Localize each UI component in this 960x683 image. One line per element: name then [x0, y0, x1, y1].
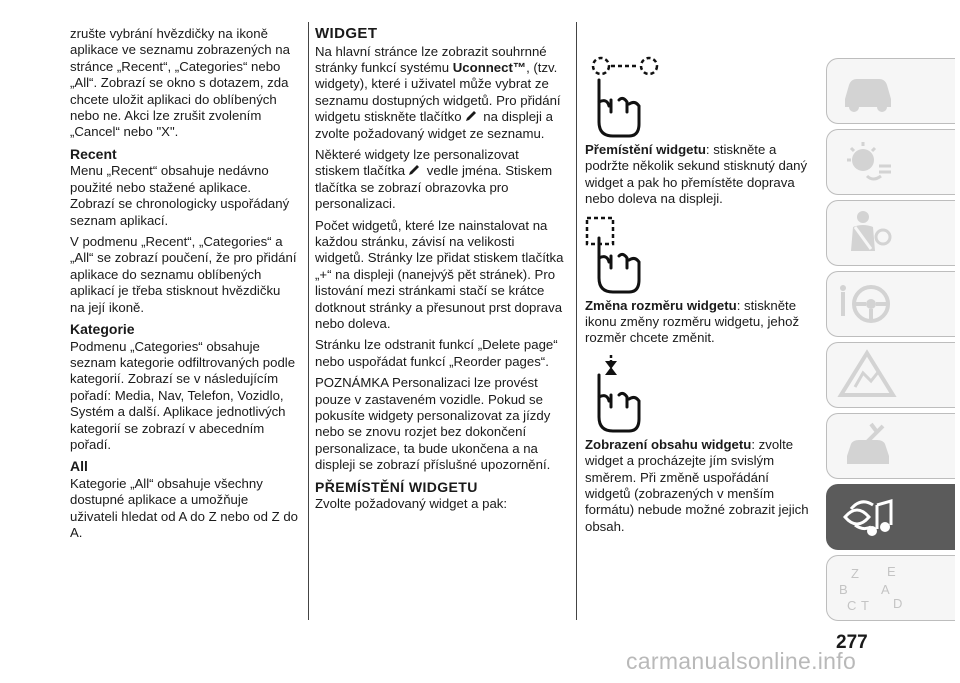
car-icon [837, 65, 897, 117]
index-letter-d: D [893, 596, 903, 611]
column-right [585, 46, 815, 540]
tab-lights[interactable] [826, 129, 955, 195]
index-letter-a: A [881, 582, 890, 597]
heading-kategorie: Kategorie [70, 321, 135, 337]
text: Na hlavní stránce lze zobrazit souhrnné stránky funkcí systému [315, 43, 547, 75]
tab-car[interactable] [826, 58, 955, 124]
seatbelt-icon [837, 207, 897, 259]
tab-index[interactable] [826, 555, 955, 621]
heading-widget: WIDGET [315, 25, 378, 42]
paragraph [585, 142, 815, 208]
resize-gesture-figure [585, 214, 815, 296]
resize-widget-title: Změna rozměru widgetu [585, 297, 737, 313]
lights-icon [837, 136, 897, 188]
tab-service[interactable] [826, 413, 955, 479]
paragraph: Menu „Recent“ obsahuje nedávno použité nebo stažené aplikace. Zobrazí se chronologicky uspořádaný seznam aplikací. [70, 163, 290, 228]
hand-resize-icon [585, 214, 675, 296]
text: : stiskněte a podržte několik sekund stisknutý daný widget a pak ho přemístěte doprava nebo doleva na displeji. [585, 142, 808, 207]
text: , (tzv. widgety), které i uživatel může vybrat ze seznamu dostupných widgetů. Pro přidání widgetu stiskněte tlačítko [315, 59, 561, 125]
move-widget-title: Přemístění widgetu [585, 142, 706, 157]
scroll-gesture-figure [585, 353, 815, 435]
steering-wheel-icon [837, 278, 897, 330]
paragraph: zrušte vybrání hvězdičky na ikoně aplikace ve seznamu zobrazených na stránce „Recent“, „Categories“ nebo „All“. Zobrazí se okno s dotazem, zda chcete uložit aplikaci do oblíbených nebo ne. Akci lze zrušit zvolením „Cancel“ nebo "X". [70, 26, 290, 140]
paragraph: POZNÁMKA Personalizaci lze provést pouze v zastaveném vozidle. Pokud se pokusíte widgety personalizovat za jízdy nebo se znovu rozjet bez dokončení personalizace, ta bude ukončena a na displeji se zobrazí příslušné upozornění. [315, 375, 551, 473]
heading-recent: Recent [70, 145, 117, 162]
index-letter-z: Z [851, 566, 859, 581]
heading-move-widget: PŘEMÍSTĚNÍ WIDGETU [315, 478, 478, 495]
paragraph: Zvolte požadovaný widget a pak: [315, 496, 508, 512]
paragraph [585, 298, 815, 347]
paragraph [315, 44, 567, 142]
index-letter-e: E [887, 564, 896, 579]
tab-multimedia[interactable] [826, 484, 955, 550]
warning-road-icon [837, 349, 897, 401]
brand-name: Uconnect™ [452, 59, 527, 75]
index-letter-b: B [839, 582, 848, 597]
content-widget-title: Zobrazení obsahu widgetu [585, 436, 752, 452]
chapter-tabs [826, 58, 960, 626]
column-left [70, 26, 298, 546]
text: Některé widgety lze personalizovat stiskem tlačítka [315, 146, 519, 179]
paragraph: V podmenu „Recent“, „Categories“ a „All“ se zobrazí poučení, že pro přidání aplikace do seznamu oblíbených aplikací je třeba stisknout hvězdičku na její ikoně. [70, 233, 297, 315]
paragraph [315, 147, 567, 213]
column-divider [308, 22, 309, 620]
column-middle [315, 26, 567, 518]
text: : stiskněte ikonu změny rozměru widgetu, jehož rozměr chcete změnit. [585, 297, 800, 346]
pencil-icon [464, 109, 478, 123]
index-letter-c: C [847, 598, 857, 613]
multimedia-icon [837, 491, 897, 543]
text: na displeji a zvolte požadovaný widget ze seznamu. [315, 109, 553, 141]
pencil-icon [407, 163, 421, 177]
paragraph: Počet widgetů, které lze nainstalovat na každou stránku, závisí na velikosti widgetů. Stránky lze přidat stiskem tlačítka „+“ na displeji (nanejvýš pět stránek). Pro listování mezi stránkami stačí se krátce dotknout stránky a přesunout prst doprava nebo doleva. [315, 217, 564, 331]
page-number: 277 [836, 632, 868, 653]
text: : zvolte widget a procházejte jím svislým směrem. Při změně uspořádání widgetů (zobrazených v menším formátu) nebude možné zobrazit jejich obsah. [585, 436, 809, 534]
hand-scroll-icon [585, 353, 675, 435]
paragraph [585, 437, 815, 535]
paragraph: Kategorie „All“ obsahuje všechny dostupné aplikace a umožňuje uživateli hledat od A do Z nebo od Z do A. [70, 475, 299, 541]
paragraph: Stránku lze odstranit funkcí „Delete page“ nebo uspořádat funkcí „Reorder pages“. [315, 337, 558, 369]
index-icon [837, 562, 947, 616]
tab-warning[interactable] [826, 342, 955, 408]
tab-steering[interactable] [826, 271, 955, 337]
column-divider [576, 22, 577, 620]
watermark: carmanualsonline.info [626, 648, 857, 674]
wrench-car-icon [837, 420, 897, 472]
paragraph: Podmenu „Categories“ obsahuje seznam kategorie odfiltrovaných podle kategorií. Zobrazí se v následujícím pořadí: Media, Nav, Telefon, Vozidlo, Systém a další. Aplikace jednotlivých kategorií se zobrazí v abecedním pořadí. [70, 338, 296, 452]
tab-seatbelt[interactable] [826, 200, 955, 266]
swipe-gesture-figure [585, 52, 815, 140]
heading-all: All [70, 458, 88, 475]
text: vedle jména. Stiskem tlačítka se zobrazí obrazovka pro personalizaci. [315, 163, 553, 212]
hand-swipe-icon [585, 52, 675, 140]
index-letter-t: T [861, 598, 869, 613]
